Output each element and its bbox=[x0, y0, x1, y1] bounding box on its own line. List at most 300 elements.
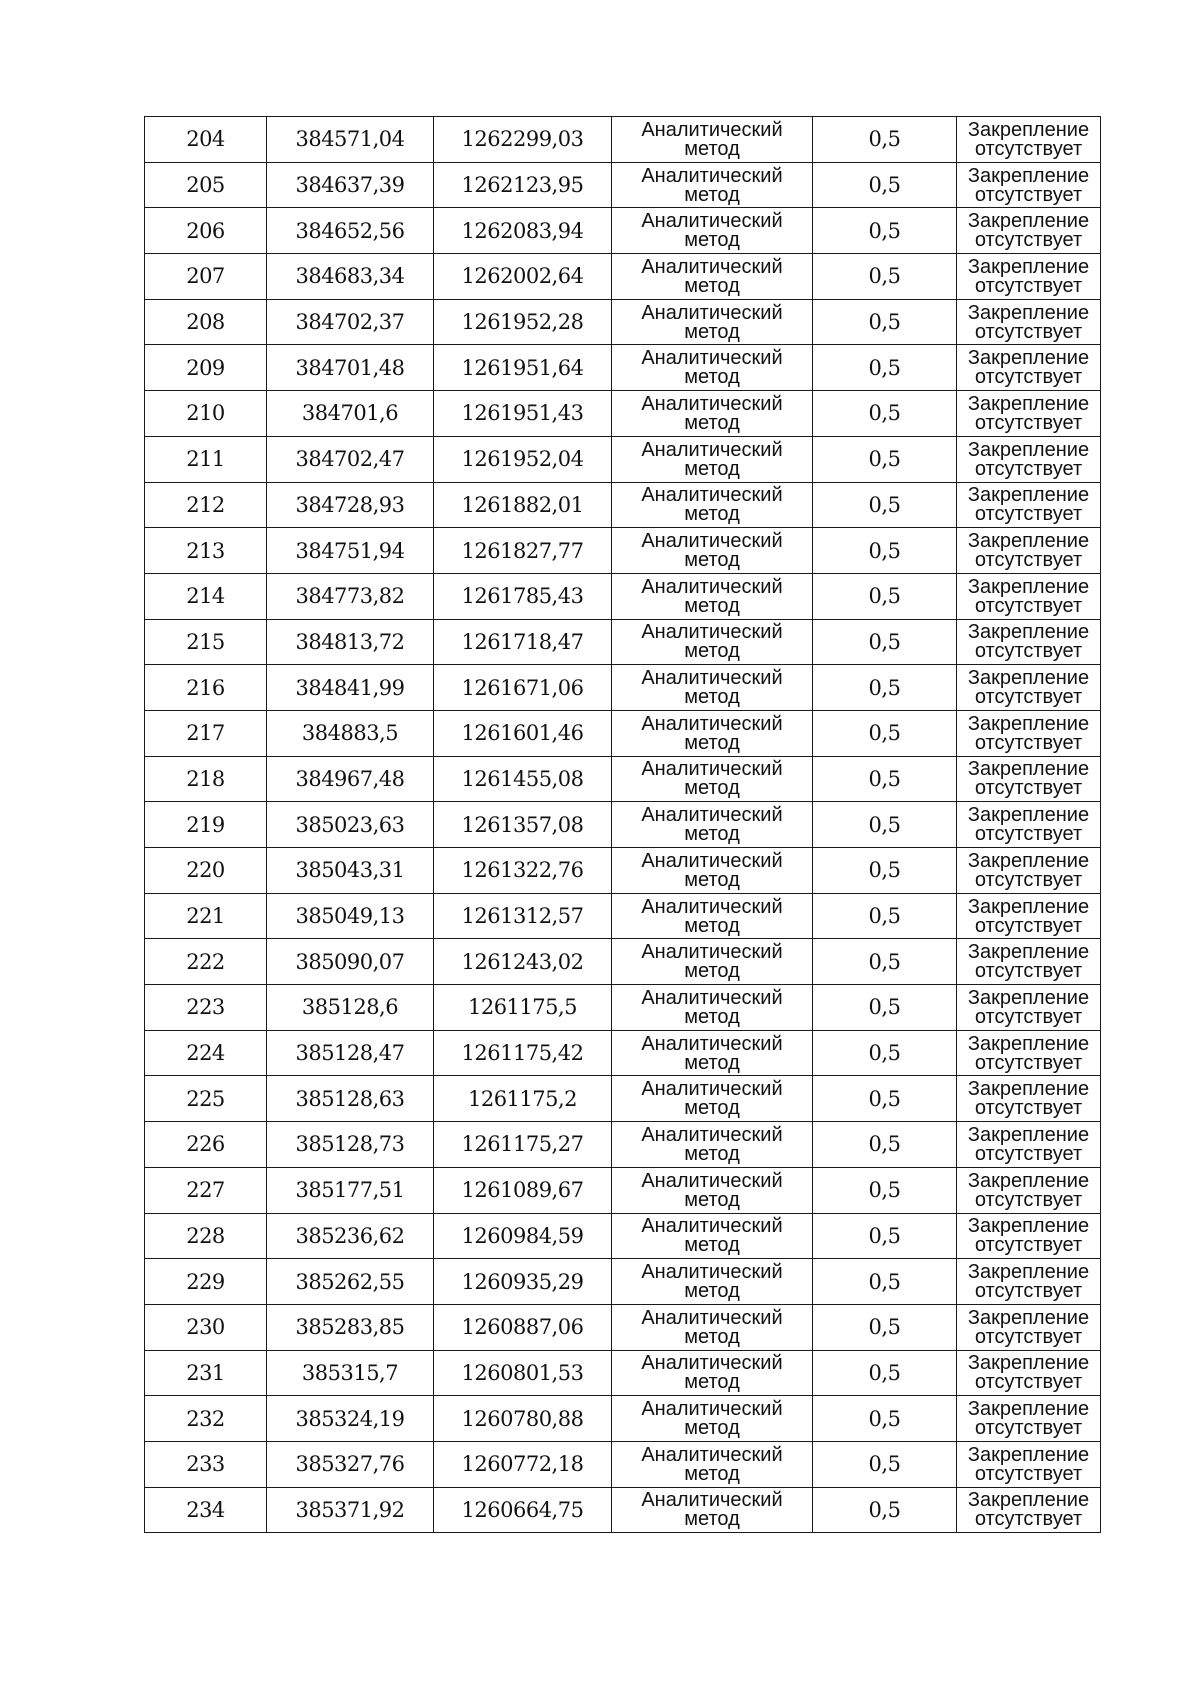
y-coordinate-cell: 1261243,02 bbox=[434, 939, 612, 985]
fixing-label-line2: отсутствует bbox=[974, 731, 1083, 754]
point-number-cell: 221 bbox=[145, 893, 267, 939]
fixing-cell bbox=[957, 162, 1101, 208]
fixing-label-line1: Закрепление bbox=[967, 392, 1090, 415]
y-coordinate-cell: 1261175,42 bbox=[434, 1030, 612, 1076]
fixing-label-line2: отсутствует bbox=[974, 183, 1083, 206]
table-row bbox=[145, 1441, 1101, 1487]
x-coordinate-cell: 384773,82 bbox=[267, 573, 434, 619]
method-label-line2: метод bbox=[684, 640, 740, 663]
method-label-line2: метод bbox=[684, 823, 740, 846]
method-cell bbox=[612, 1441, 813, 1487]
method-label-line1: Аналитический bbox=[641, 667, 783, 690]
point-number-cell: 210 bbox=[145, 391, 267, 437]
table-row bbox=[145, 162, 1101, 208]
point-number-cell: 226 bbox=[145, 1122, 267, 1168]
fixing-label-line1: Закрепление bbox=[967, 484, 1090, 507]
accuracy-cell: 0,5 bbox=[813, 1350, 957, 1396]
accuracy-cell: 0,5 bbox=[813, 299, 957, 345]
fixing-label-line2: отсутствует bbox=[974, 549, 1083, 572]
fixing-cell bbox=[957, 1396, 1101, 1442]
method-label-line1: Аналитический bbox=[641, 758, 783, 781]
method-label-line1: Аналитический bbox=[641, 118, 783, 141]
fixing-label-line1: Закрепление bbox=[967, 1398, 1090, 1421]
y-coordinate-cell: 1261089,67 bbox=[434, 1167, 612, 1213]
table-row bbox=[145, 710, 1101, 756]
y-coordinate-cell: 1261671,06 bbox=[434, 665, 612, 711]
method-label-line2: метод bbox=[684, 1188, 740, 1211]
method-label-line2: метод bbox=[684, 1005, 740, 1028]
point-number-cell: 228 bbox=[145, 1213, 267, 1259]
fixing-label-line1: Закрепление bbox=[967, 895, 1090, 918]
fixing-label-line2: отсутствует bbox=[974, 594, 1083, 617]
x-coordinate-cell: 385327,76 bbox=[267, 1441, 434, 1487]
method-label-line2: метод bbox=[684, 868, 740, 891]
x-coordinate-cell: 385043,31 bbox=[267, 848, 434, 894]
table-row bbox=[145, 939, 1101, 985]
method-label-line2: метод bbox=[684, 777, 740, 800]
method-cell bbox=[612, 482, 813, 528]
x-coordinate-cell: 385023,63 bbox=[267, 802, 434, 848]
fixing-label-line1: Закрепление bbox=[967, 255, 1090, 278]
table-row bbox=[145, 1213, 1101, 1259]
x-coordinate-cell: 385236,62 bbox=[267, 1213, 434, 1259]
accuracy-cell: 0,5 bbox=[813, 1213, 957, 1259]
accuracy-cell: 0,5 bbox=[813, 391, 957, 437]
method-label-line2: метод bbox=[684, 960, 740, 983]
accuracy-cell: 0,5 bbox=[813, 208, 957, 254]
y-coordinate-cell: 1261601,46 bbox=[434, 710, 612, 756]
y-coordinate-cell: 1261951,64 bbox=[434, 345, 612, 391]
accuracy-cell: 0,5 bbox=[813, 1441, 957, 1487]
method-label-line2: метод bbox=[684, 366, 740, 389]
method-cell bbox=[612, 756, 813, 802]
fixing-label-line2: отсутствует bbox=[974, 1417, 1083, 1440]
accuracy-cell: 0,5 bbox=[813, 1396, 957, 1442]
table-row bbox=[145, 1030, 1101, 1076]
fixing-cell bbox=[957, 1213, 1101, 1259]
fixing-label-line1: Закрепление bbox=[967, 1261, 1090, 1284]
method-label-line2: метод bbox=[684, 183, 740, 206]
method-cell bbox=[612, 208, 813, 254]
point-number-cell: 216 bbox=[145, 665, 267, 711]
x-coordinate-cell: 385128,47 bbox=[267, 1030, 434, 1076]
fixing-label-line1: Закрепление bbox=[967, 1443, 1090, 1466]
fixing-cell bbox=[957, 1076, 1101, 1122]
fixing-label-line1: Закрепление bbox=[967, 621, 1090, 644]
point-number-cell: 213 bbox=[145, 528, 267, 574]
point-number-cell: 219 bbox=[145, 802, 267, 848]
fixing-label-line1: Закрепление bbox=[967, 210, 1090, 233]
method-label-line2: метод bbox=[684, 274, 740, 297]
fixing-label-line1: Закрепление bbox=[967, 1169, 1090, 1192]
accuracy-cell: 0,5 bbox=[813, 848, 957, 894]
fixing-label-line1: Закрепление bbox=[967, 804, 1090, 827]
x-coordinate-cell: 384701,48 bbox=[267, 345, 434, 391]
method-label-line2: метод bbox=[684, 686, 740, 709]
x-coordinate-cell: 385090,07 bbox=[267, 939, 434, 985]
point-number-cell: 229 bbox=[145, 1259, 267, 1305]
method-label-line1: Аналитический bbox=[641, 1123, 783, 1146]
accuracy-cell: 0,5 bbox=[813, 756, 957, 802]
point-number-cell: 232 bbox=[145, 1396, 267, 1442]
method-label-line1: Аналитический bbox=[641, 895, 783, 918]
y-coordinate-cell: 1262123,95 bbox=[434, 162, 612, 208]
fixing-cell bbox=[957, 528, 1101, 574]
point-number-cell: 217 bbox=[145, 710, 267, 756]
fixing-label-line1: Закрепление bbox=[967, 941, 1090, 964]
table-row bbox=[145, 1076, 1101, 1122]
table-row bbox=[145, 528, 1101, 574]
fixing-cell bbox=[957, 665, 1101, 711]
fixing-cell bbox=[957, 1030, 1101, 1076]
y-coordinate-cell: 1261882,01 bbox=[434, 482, 612, 528]
fixing-cell bbox=[957, 1487, 1101, 1533]
method-cell bbox=[612, 573, 813, 619]
fixing-label-line1: Закрепление bbox=[967, 301, 1090, 324]
method-label-line2: метод bbox=[684, 1142, 740, 1165]
method-label-line2: метод bbox=[684, 1051, 740, 1074]
method-label-line1: Аналитический bbox=[641, 621, 783, 644]
point-number-cell: 209 bbox=[145, 345, 267, 391]
y-coordinate-cell: 1261175,5 bbox=[434, 985, 612, 1031]
method-cell bbox=[612, 436, 813, 482]
y-coordinate-cell: 1261951,43 bbox=[434, 391, 612, 437]
method-cell bbox=[612, 939, 813, 985]
method-label-line2: метод bbox=[684, 457, 740, 480]
method-label-line1: Аналитический bbox=[641, 1169, 783, 1192]
table-row bbox=[145, 1259, 1101, 1305]
fixing-cell bbox=[957, 710, 1101, 756]
fixing-label-line1: Закрепление bbox=[967, 986, 1090, 1009]
table-row bbox=[145, 1304, 1101, 1350]
table-row bbox=[145, 848, 1101, 894]
method-label-line1: Аналитический bbox=[641, 575, 783, 598]
fixing-cell bbox=[957, 802, 1101, 848]
point-number-cell: 234 bbox=[145, 1487, 267, 1533]
x-coordinate-cell: 384683,34 bbox=[267, 254, 434, 300]
method-label-line2: метод bbox=[684, 1325, 740, 1348]
fixing-label-line2: отсутствует bbox=[974, 411, 1083, 434]
accuracy-cell: 0,5 bbox=[813, 802, 957, 848]
method-label-line2: метод bbox=[684, 594, 740, 617]
accuracy-cell: 0,5 bbox=[813, 985, 957, 1031]
method-label-line1: Аналитический bbox=[641, 1398, 783, 1421]
fixing-cell bbox=[957, 482, 1101, 528]
fixing-label-line2: отсутствует bbox=[974, 457, 1083, 480]
table-row bbox=[145, 893, 1101, 939]
point-number-cell: 218 bbox=[145, 756, 267, 802]
method-cell bbox=[612, 848, 813, 894]
point-number-cell: 208 bbox=[145, 299, 267, 345]
method-cell bbox=[612, 1122, 813, 1168]
fixing-label-line2: отсутствует bbox=[974, 1371, 1083, 1394]
fixing-label-line2: отсутствует bbox=[974, 1234, 1083, 1257]
method-label-line1: Аналитический bbox=[641, 804, 783, 827]
method-label-line1: Аналитический bbox=[641, 1443, 783, 1466]
method-label-line2: метод bbox=[684, 914, 740, 937]
fixing-label-line1: Закрепление bbox=[967, 1215, 1090, 1238]
fixing-label-line2: отсутствует bbox=[974, 503, 1083, 526]
fixing-cell bbox=[957, 1304, 1101, 1350]
method-cell bbox=[612, 619, 813, 665]
fixing-label-line2: отсутствует bbox=[974, 960, 1083, 983]
method-label-line1: Аналитический bbox=[641, 1078, 783, 1101]
method-label-line1: Аналитический bbox=[641, 484, 783, 507]
y-coordinate-cell: 1261952,04 bbox=[434, 436, 612, 482]
fixing-cell bbox=[957, 391, 1101, 437]
method-label-line1: Аналитический bbox=[641, 1261, 783, 1284]
method-label-line2: метод bbox=[684, 1371, 740, 1394]
method-cell bbox=[612, 1213, 813, 1259]
y-coordinate-cell: 1262002,64 bbox=[434, 254, 612, 300]
fixing-label-line2: отсутствует bbox=[974, 1142, 1083, 1165]
x-coordinate-cell: 385371,92 bbox=[267, 1487, 434, 1533]
point-number-cell: 225 bbox=[145, 1076, 267, 1122]
table-row bbox=[145, 299, 1101, 345]
fixing-label-line1: Закрепление bbox=[967, 347, 1090, 370]
fixing-label-line1: Закрепление bbox=[967, 667, 1090, 690]
x-coordinate-cell: 385128,6 bbox=[267, 985, 434, 1031]
fixing-cell bbox=[957, 893, 1101, 939]
y-coordinate-cell: 1260801,53 bbox=[434, 1350, 612, 1396]
fixing-label-line1: Закрепление bbox=[967, 164, 1090, 187]
method-cell bbox=[612, 117, 813, 163]
method-cell bbox=[612, 345, 813, 391]
fixing-cell bbox=[957, 436, 1101, 482]
fixing-cell bbox=[957, 985, 1101, 1031]
y-coordinate-cell: 1261455,08 bbox=[434, 756, 612, 802]
method-label-line2: метод bbox=[684, 1462, 740, 1485]
point-number-cell: 230 bbox=[145, 1304, 267, 1350]
x-coordinate-cell: 384571,04 bbox=[267, 117, 434, 163]
method-label-line1: Аналитический bbox=[641, 1032, 783, 1055]
method-label-line2: метод bbox=[684, 549, 740, 572]
fixing-cell bbox=[957, 117, 1101, 163]
fixing-label-line2: отсутствует bbox=[974, 1097, 1083, 1120]
method-label-line1: Аналитический bbox=[641, 712, 783, 735]
fixing-label-line1: Закрепление bbox=[967, 118, 1090, 141]
table-row bbox=[145, 1350, 1101, 1396]
table-row bbox=[145, 117, 1101, 163]
fixing-label-line2: отсутствует bbox=[974, 1325, 1083, 1348]
x-coordinate-cell: 385177,51 bbox=[267, 1167, 434, 1213]
method-label-line1: Аналитический bbox=[641, 1352, 783, 1375]
method-label-line1: Аналитический bbox=[641, 347, 783, 370]
fixing-label-line1: Закрепление bbox=[967, 530, 1090, 553]
x-coordinate-cell: 384652,56 bbox=[267, 208, 434, 254]
accuracy-cell: 0,5 bbox=[813, 939, 957, 985]
accuracy-cell: 0,5 bbox=[813, 619, 957, 665]
table-row bbox=[145, 208, 1101, 254]
point-number-cell: 220 bbox=[145, 848, 267, 894]
y-coordinate-cell: 1261718,47 bbox=[434, 619, 612, 665]
method-label-line1: Аналитический bbox=[641, 849, 783, 872]
table-row bbox=[145, 802, 1101, 848]
fixing-cell bbox=[957, 619, 1101, 665]
method-label-line1: Аналитический bbox=[641, 392, 783, 415]
fixing-label-line2: отсутствует bbox=[974, 823, 1083, 846]
method-label-line2: метод bbox=[684, 503, 740, 526]
fixing-label-line1: Закрепление bbox=[967, 1032, 1090, 1055]
method-cell bbox=[612, 528, 813, 574]
point-number-cell: 223 bbox=[145, 985, 267, 1031]
fixing-label-line2: отсутствует bbox=[974, 777, 1083, 800]
accuracy-cell: 0,5 bbox=[813, 1304, 957, 1350]
method-cell bbox=[612, 1304, 813, 1350]
x-coordinate-cell: 384967,48 bbox=[267, 756, 434, 802]
x-coordinate-cell: 384702,37 bbox=[267, 299, 434, 345]
method-label-line1: Аналитический bbox=[641, 164, 783, 187]
x-coordinate-cell: 385324,19 bbox=[267, 1396, 434, 1442]
table-row bbox=[145, 254, 1101, 300]
method-cell bbox=[612, 1396, 813, 1442]
method-cell bbox=[612, 1030, 813, 1076]
fixing-label-line1: Закрепление bbox=[967, 575, 1090, 598]
method-label-line2: метод bbox=[684, 137, 740, 160]
point-number-cell: 222 bbox=[145, 939, 267, 985]
point-number-cell: 204 bbox=[145, 117, 267, 163]
y-coordinate-cell: 1261322,76 bbox=[434, 848, 612, 894]
point-number-cell: 207 bbox=[145, 254, 267, 300]
fixing-cell bbox=[957, 1259, 1101, 1305]
point-number-cell: 211 bbox=[145, 436, 267, 482]
y-coordinate-cell: 1260887,06 bbox=[434, 1304, 612, 1350]
point-number-cell: 227 bbox=[145, 1167, 267, 1213]
x-coordinate-cell: 385128,73 bbox=[267, 1122, 434, 1168]
y-coordinate-cell: 1261312,57 bbox=[434, 893, 612, 939]
method-cell bbox=[612, 391, 813, 437]
method-label-line2: метод bbox=[684, 229, 740, 252]
accuracy-cell: 0,5 bbox=[813, 254, 957, 300]
method-label-line2: метод bbox=[684, 1280, 740, 1303]
fixing-label-line1: Закрепление bbox=[967, 1489, 1090, 1512]
method-cell bbox=[612, 985, 813, 1031]
table-row bbox=[145, 345, 1101, 391]
method-label-line2: метод bbox=[684, 731, 740, 754]
x-coordinate-cell: 384728,93 bbox=[267, 482, 434, 528]
x-coordinate-cell: 385315,7 bbox=[267, 1350, 434, 1396]
method-label-line2: метод bbox=[684, 1417, 740, 1440]
accuracy-cell: 0,5 bbox=[813, 162, 957, 208]
y-coordinate-cell: 1261175,2 bbox=[434, 1076, 612, 1122]
method-label-line1: Аналитический bbox=[641, 1489, 783, 1512]
fixing-cell bbox=[957, 208, 1101, 254]
method-cell bbox=[612, 802, 813, 848]
accuracy-cell: 0,5 bbox=[813, 436, 957, 482]
method-label-line1: Аналитический bbox=[641, 1306, 783, 1329]
x-coordinate-cell: 385128,63 bbox=[267, 1076, 434, 1122]
method-label-line1: Аналитический bbox=[641, 941, 783, 964]
y-coordinate-cell: 1260935,29 bbox=[434, 1259, 612, 1305]
fixing-label-line1: Закрепление bbox=[967, 712, 1090, 735]
fixing-label-line1: Закрепление bbox=[967, 758, 1090, 781]
method-label-line2: метод bbox=[684, 1508, 740, 1531]
point-number-cell: 212 bbox=[145, 482, 267, 528]
accuracy-cell: 0,5 bbox=[813, 573, 957, 619]
fixing-label-line2: отсутствует bbox=[974, 320, 1083, 343]
method-label-line2: метод bbox=[684, 411, 740, 434]
y-coordinate-cell: 1260780,88 bbox=[434, 1396, 612, 1442]
table-row bbox=[145, 482, 1101, 528]
y-coordinate-cell: 1261952,28 bbox=[434, 299, 612, 345]
fixing-label-line2: отсутствует bbox=[974, 914, 1083, 937]
fixing-label-line2: отсутствует bbox=[974, 1005, 1083, 1028]
fixing-label-line2: отсутствует bbox=[974, 137, 1083, 160]
fixing-cell bbox=[957, 299, 1101, 345]
x-coordinate-cell: 384702,47 bbox=[267, 436, 434, 482]
method-cell bbox=[612, 665, 813, 711]
x-coordinate-cell: 385283,85 bbox=[267, 1304, 434, 1350]
y-coordinate-cell: 1262299,03 bbox=[434, 117, 612, 163]
y-coordinate-cell: 1261175,27 bbox=[434, 1122, 612, 1168]
y-coordinate-cell: 1262083,94 bbox=[434, 208, 612, 254]
point-number-cell: 233 bbox=[145, 1441, 267, 1487]
x-coordinate-cell: 384701,6 bbox=[267, 391, 434, 437]
method-cell bbox=[612, 299, 813, 345]
method-label-line2: метод bbox=[684, 1097, 740, 1120]
accuracy-cell: 0,5 bbox=[813, 528, 957, 574]
table-row bbox=[145, 391, 1101, 437]
accuracy-cell: 0,5 bbox=[813, 1259, 957, 1305]
y-coordinate-cell: 1260984,59 bbox=[434, 1213, 612, 1259]
fixing-label-line2: отсутствует bbox=[974, 274, 1083, 297]
point-number-cell: 206 bbox=[145, 208, 267, 254]
accuracy-cell: 0,5 bbox=[813, 710, 957, 756]
y-coordinate-cell: 1260664,75 bbox=[434, 1487, 612, 1533]
fixing-label-line2: отсутствует bbox=[974, 1508, 1083, 1531]
table-row bbox=[145, 619, 1101, 665]
fixing-label-line2: отсутствует bbox=[974, 1280, 1083, 1303]
table-row bbox=[145, 1396, 1101, 1442]
point-number-cell: 214 bbox=[145, 573, 267, 619]
fixing-label-line2: отсутствует bbox=[974, 1188, 1083, 1211]
table-row bbox=[145, 665, 1101, 711]
accuracy-cell: 0,5 bbox=[813, 482, 957, 528]
fixing-label-line1: Закрепление bbox=[967, 1123, 1090, 1146]
x-coordinate-cell: 384813,72 bbox=[267, 619, 434, 665]
table-row bbox=[145, 756, 1101, 802]
method-label-line1: Аналитический bbox=[641, 438, 783, 461]
method-label-line1: Аналитический bbox=[641, 255, 783, 278]
table-row bbox=[145, 573, 1101, 619]
y-coordinate-cell: 1261827,77 bbox=[434, 528, 612, 574]
accuracy-cell: 0,5 bbox=[813, 1167, 957, 1213]
fixing-label-line1: Закрепление bbox=[967, 1078, 1090, 1101]
fixing-label-line1: Закрепление bbox=[967, 849, 1090, 872]
x-coordinate-cell: 384637,39 bbox=[267, 162, 434, 208]
fixing-label-line2: отсутствует bbox=[974, 1051, 1083, 1074]
fixing-cell bbox=[957, 939, 1101, 985]
x-coordinate-cell: 385049,13 bbox=[267, 893, 434, 939]
method-cell bbox=[612, 710, 813, 756]
x-coordinate-cell: 384883,5 bbox=[267, 710, 434, 756]
fixing-label-line2: отсутствует bbox=[974, 640, 1083, 663]
x-coordinate-cell: 385262,55 bbox=[267, 1259, 434, 1305]
method-cell bbox=[612, 893, 813, 939]
table-row bbox=[145, 985, 1101, 1031]
point-number-cell: 224 bbox=[145, 1030, 267, 1076]
fixing-label-line1: Закрепление bbox=[967, 1306, 1090, 1329]
accuracy-cell: 0,5 bbox=[813, 1122, 957, 1168]
fixing-cell bbox=[957, 1441, 1101, 1487]
method-label-line2: метод bbox=[684, 320, 740, 343]
point-number-cell: 205 bbox=[145, 162, 267, 208]
accuracy-cell: 0,5 bbox=[813, 893, 957, 939]
fixing-cell bbox=[957, 1167, 1101, 1213]
coordinates-table bbox=[144, 116, 1101, 1533]
table-row bbox=[145, 1167, 1101, 1213]
fixing-cell bbox=[957, 756, 1101, 802]
